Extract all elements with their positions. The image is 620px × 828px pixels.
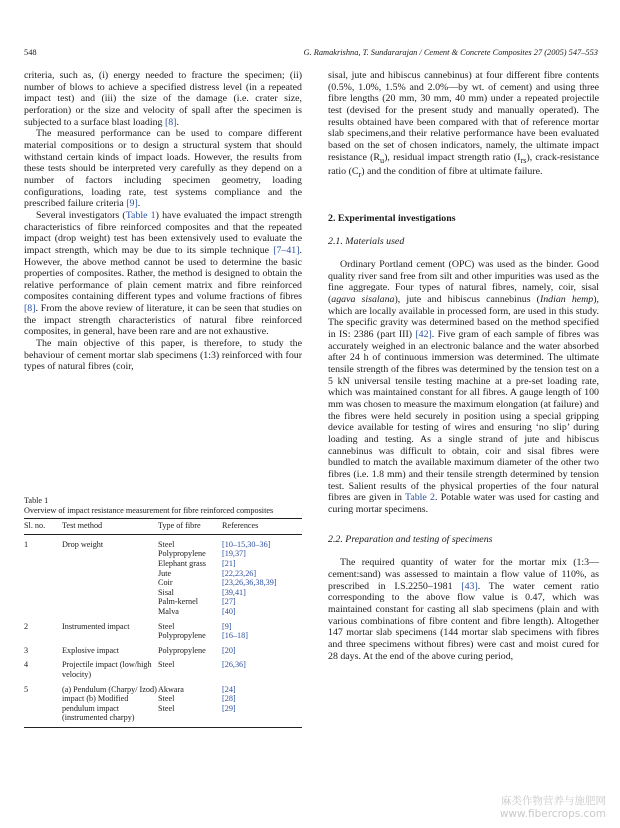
reference-link[interactable]: [21]: [222, 558, 236, 568]
table-row: [24, 617, 302, 641]
fibre-type: Jute: [158, 568, 172, 578]
citation-link[interactable]: [8]: [164, 116, 177, 128]
left-column: [24, 70, 302, 373]
reference-link[interactable]: [20]: [222, 645, 236, 655]
watermark-line: www.fibercrops.com: [499, 808, 606, 820]
fibre-type: Steel: [158, 621, 175, 631]
paragraph: The measured performance can be used to compare different material compositions or to design a structural system that should withstand certain kinds of impact loads. However, the results from these tests should be interpreted very carefully as they depend on a number of factors including specimen geometry, loading configurations, loading rate, test systems compliance and the prescribed failure criteria [9].: [24, 128, 302, 210]
test-method: Projectile impact (low/high velocity): [62, 660, 152, 679]
reference-link[interactable]: [24]: [222, 684, 236, 694]
test-method: Explosive impact: [62, 645, 120, 655]
reference-link[interactable]: [26,36]: [222, 660, 246, 670]
table-row: [24, 641, 302, 656]
column-header: References: [222, 519, 302, 535]
references: [222, 655, 302, 679]
paragraph: The required quantity of water for the mortar mix (1:3—cement:sand) was assessed to maintain a flow value of 110%, as prescribed in I.S.2250–1981 [43]. The water cement ratio corresponding to the above flow value is 0.47, which was maintained constant for casting all slab specimens (plain and with various combinations of fibre content and fibre length). Altogether 147 mortar slab specimens (144 mortar slab specimens with fibres and three specimens without fibres) were cast and moist cured for 28 days. At the end of the above curing period,: [328, 557, 599, 662]
test-method: (a) Pendulum (Charpy/ Izod) impact (b) Modified pendulum impact (instrumented charpy): [62, 680, 158, 728]
fibre-types: [158, 641, 222, 656]
fibre-types: [158, 680, 222, 728]
table-caption: [24, 496, 302, 515]
running-header: [24, 48, 598, 60]
citation-link[interactable]: [42]: [415, 329, 432, 341]
citation-link[interactable]: [43]: [461, 580, 478, 592]
table-row: [24, 534, 302, 616]
fibre-type: Steel: [158, 539, 175, 549]
watermark-line: 麻类作物营养与施肥网: [501, 795, 606, 807]
reference-link[interactable]: [39,41]: [222, 587, 246, 597]
watermark: [456, 795, 606, 821]
references: [222, 641, 302, 656]
references: [222, 534, 302, 616]
fibre-type: Coir: [158, 578, 173, 588]
fibre-type: Steel: [158, 660, 175, 670]
reference-link[interactable]: [27]: [222, 597, 236, 607]
fibre-types: [158, 655, 222, 679]
reference-link[interactable]: [22,23,26]: [222, 568, 257, 578]
reference-link[interactable]: [23,26,36,38,39]: [222, 578, 277, 588]
table-link[interactable]: Table 2: [405, 492, 435, 504]
paragraph: criteria, such as, (i) energy needed to fracture the specimen; (ii) number of blows to achieve a specified distress level (in a repeated impact test) and (iii) the size of the damage (i.e. crater size, perforation) or the size and velocity of spall after the specimen is subjected to a surface blast loading [8].: [24, 70, 302, 128]
row-number: 5: [24, 680, 62, 728]
row-number: 1: [24, 539, 29, 549]
paragraph: Ordinary Portland cement (OPC) was used as the binder. Good quality river sand free from silt and other impurities was used as the fine aggregate. Four types of natural fibres, namely, coir, sisal (agava sisalana), jute and hibiscus cannebinus (Indian hemp), which are locally available in processed form, are used in this study. The specific gravity was determined based on the method specified in IS: 2386 (part III) [42]. Five gram of each sample of fibres was accurately weighed in an electronic balance and the water absorbed after 24 h of continuous immersion was determined. The ultimate tensile strength of the fibres was determined by the tension test on a 5 kN universal tensile testing machine at a pre-set loading rate, which was maintained constant for all fibres. A gauge length of 100 mm was chosen to measure the maximum elongation (at failure) and the fibres were held securely in position using a special gripping device available for testing of wires and ensuring ‘no slip’ during loading and testing. As a single strand of jute and hibiscus cannebinus was difficult to obtain, coir and sisal fibres were bundled to match the available maximum diameter of the other two fibres (i.e. 1.8 mm) and their tensile strength determined by tension test. Salient results of the physical properties of the four natural fibres are given in Table 2. Potable water was used for casting and curing mortar specimens.: [328, 259, 600, 515]
test-method: Drop weight: [62, 539, 104, 549]
citation-link[interactable]: [9]: [126, 198, 138, 210]
table-link[interactable]: Table 1: [125, 209, 156, 221]
paragraph: The main objective of this paper, is therefore, to study the behaviour of cement mortar slab specimens (1:3) reinforced with four types of natural fibres (coir,: [24, 338, 302, 373]
table-label: Table 1: [24, 496, 49, 505]
row-number: 3: [24, 645, 29, 655]
reference-link[interactable]: [16–18]: [222, 631, 248, 641]
paragraph: sisal, jute and hibiscus cannebinus) at four different fibre contents (0.5%, 1.0%, 1.5% and 2.0%—by wt. of cement) and using three fibre lengths (20 mm, 30 mm, 40 mm) under a repeated projectile test (devised for the present study and manually operated). The results obtained have been compared with that of reference mortar slab specimens,and their relative performance have been evaluated based on the set of chosen indicators, namely, the ultimate impact resistance $(R_u)$, residual impact strength ratio $(I_{rs})$, crack-resistance ratio $(C_r)$ and the condition of fibre at ultimate failure.: [328, 70, 599, 180]
citation-link[interactable]: [8]: [24, 303, 36, 315]
subsection-heading: 2.2. Preparation and testing of specimens: [328, 533, 493, 545]
column-header: Type of fibre: [158, 519, 222, 535]
right-column: [328, 70, 599, 662]
fibre-types: [158, 617, 222, 641]
citation-link[interactable]: [7–41]: [273, 244, 300, 256]
references: [222, 680, 302, 728]
reference-link[interactable]: [28]: [222, 694, 236, 704]
fibre-type: Polypropylene: [158, 645, 206, 655]
fibre-type: Akwara: [158, 684, 184, 694]
fibre-type: Malva: [158, 606, 179, 616]
table-1: [24, 496, 302, 728]
reference-link[interactable]: [19,37]: [222, 549, 246, 559]
table-header-row: [24, 519, 302, 535]
fibre-type: Sisal: [158, 587, 174, 597]
table-row: [24, 655, 302, 679]
fibre-type: Polypropylene: [158, 549, 206, 559]
paragraph: Several investigators (Table 1) have evaluated the impact strength characteristics of fibre reinforced composites and that the repeated impact (drop weight) test has been extensively used to evaluate the impact strength, which may be due to its simple technique [7–41]. However, the above method cannot be used to determine the basic properties of composites. Rather, the method is designed to obtain the relative performance of plain cement matrix and fibre reinforced composites containing different types and volume fractions of fibres [8]. From the above review of literature, it can be seen that studies on the impact strength characteristics of natural fibre reinforced composites, in general, have been rare and are not exhaustive.: [24, 209, 302, 338]
fibre-type: Steel: [158, 703, 175, 713]
subsection-heading: 2.1. Materials used: [328, 235, 405, 247]
reference-link[interactable]: [10–15,30–36]: [222, 539, 271, 549]
references: [222, 617, 302, 641]
reference-link[interactable]: [29]: [222, 703, 236, 713]
section-heading: 2. Experimental investigations: [328, 212, 456, 224]
row-number: 2: [24, 621, 29, 631]
page-number: 548: [24, 48, 37, 57]
row-number: 4: [24, 660, 29, 670]
fibre-type: Palm-kernel: [158, 597, 199, 607]
running-title: G. Ramakrishna, T. Sundararajan / Cement & Concrete Composites 27 (2005) 547–553: [303, 48, 598, 57]
fibre-type: Polypropylene: [158, 631, 206, 641]
table-caption-text: Overview of impact resistance measurement for fibre reinforced composites: [24, 505, 274, 515]
test-method: Instrumented impact: [62, 621, 130, 631]
impact-table: [24, 518, 302, 728]
table-row: [24, 680, 302, 728]
reference-link[interactable]: [9]: [222, 621, 232, 631]
column-header: Test method: [62, 519, 158, 535]
table-body: [24, 534, 302, 727]
fibre-type: Steel: [158, 694, 175, 704]
reference-link[interactable]: [40]: [222, 606, 236, 616]
fibre-type: Elephant grass: [158, 558, 206, 568]
column-header: Sl. no.: [24, 519, 62, 535]
fibre-types: [158, 534, 222, 616]
